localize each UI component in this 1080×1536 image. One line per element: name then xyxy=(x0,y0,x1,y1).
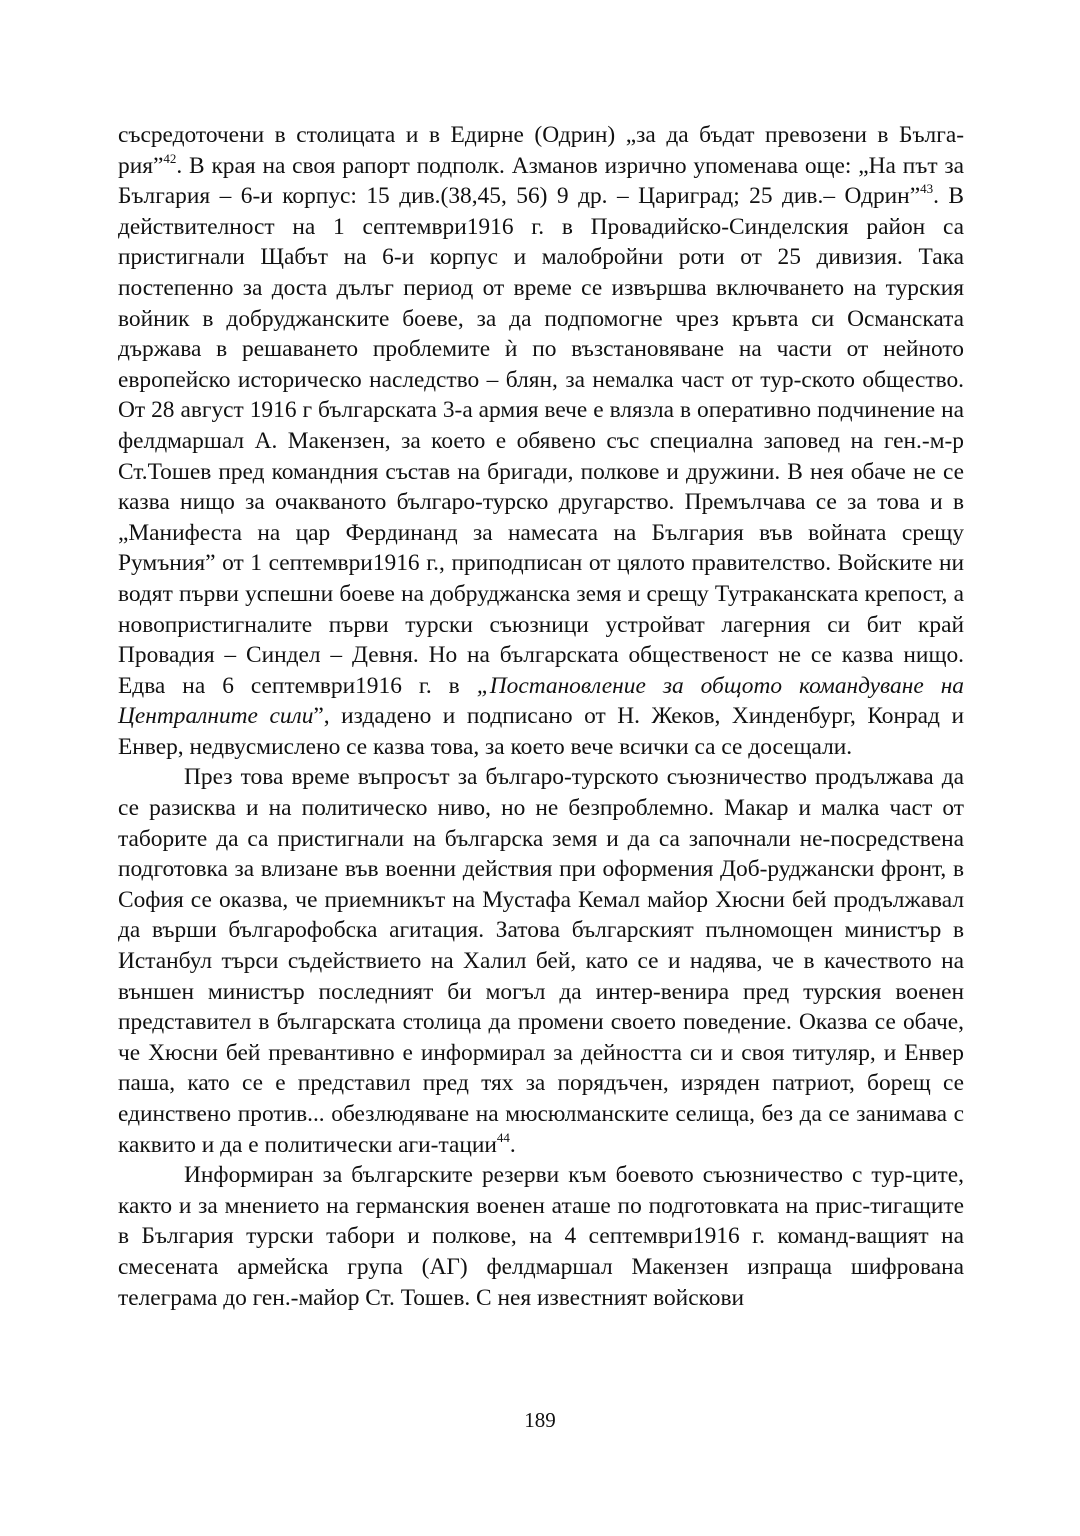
page-body xyxy=(118,120,964,1313)
paragraph-2-text-a: През това време въпросът за българо-турското съюзничество продължава да се разисква и на политическо ниво, но не безпроблемно. Макар и малка част от таборите да са пристигнали на българска земя и да са започнали не-посредствена подготовка за влизане във военни действия при оформения Доб-руджански фронт, в София се оказва, че приемникът на Мустафа Кемал майор Хюсни бей продължавал да върши българофобска агитация. Затова българският пълномощен министър в Истанбул търси съдействието на Халил бей, като се и надява, че в качеството на външен министър последният би могъл да интер-венира пред турския военен представител в българската столица да промени своето поведение. Оказва се обаче, че Хюсни бей превантивно е информирал за дейността си и своя титуляр, и Енвер паша, като се е представил пред тях за порядъчен, изряден патриот, борещ се единствено против... обезлюдяване на мюсюлманските селища, без да се занимава с каквито и да е политически аги-тации xyxy=(118,764,964,1158)
paragraph-1-text-c: . В действителност на 1 септември1916 г. в Провадийско-Синделския район са пристигнали Щабът на 6-и корпус и малобройни роти от 25 дивизия. Така постепенно за доста дълъг период от време се извършва включването на турския войник в добруджанските боеве, за да подпомогне чрез кръвта си Османската държава в решаването проблемите ѝ по възстановяване на части от нейното европейско историческо наследство – блян, за немалка част от тур-ското общество. От 28 август 1916 г българската 3-а армия вече е влязла в оперативно подчинение на фелдмаршал А. Макензен, за което е обявено със специална заповед на ген.-м-р Ст.Тошев пред командния състав на бригади, полкове и дружини. В нея обаче не се казва нищо за очакваното българо-турско другарство. Премълчава се за това и в „Манифеста на цар Фердинанд за намесата на България във войната срещу Румъния” от 1 септември1916 г., приподписан от цялото правителство. Войските ни водят първи успешни боеве на добруджанска земя и срещу Тутраканската крепост, а новопристигналите първи турски съюзници устройват лагерния си бит край Провадия – Синдел – Девня. Но на българската общественост не се казва нищо. Едва на 6 септември1916 г. в xyxy=(118,183,965,699)
footnote-ref-43: 43 xyxy=(920,181,934,197)
paragraph-1-text-d: ”, издадено и подписано от Н. Жеков, Хинденбург, Конрад и Енвер, недвусмислено се казва това, за което вече всички са се досещали. xyxy=(118,703,964,760)
footnote-ref-42: 42 xyxy=(163,150,177,166)
paragraph-3 xyxy=(118,1160,964,1313)
footnote-ref-44: 44 xyxy=(496,1129,510,1145)
paragraph-1-text-b: . В края на своя рапорт подполк. Азманов изрично упоменава още: „На път за България – 6-и корпус: 15 див.(38,45, 56) 9 др. – Цариград; 25 див.– Одрин” xyxy=(118,152,964,210)
paragraph-2 xyxy=(118,762,964,1160)
paragraph-1-text-a: съсредоточени в столицата и в Едирне (Одрин) „за да бъдат превозени в Бълга-рия” xyxy=(118,122,964,179)
paragraph-3-text: Информиран за българските резерви към боевото съюзничество с тур-ците, както и за мнението на германския военен аташе по подготовката на прис-тигащите в България турски табори и полкове, на 4 септември1916 г. команд-ващият на смесената армейска група (АГ) фелдмаршал Макензен изпраща шифрована телеграма до ген.-майор Ст. Тошев. С нея известният войскови xyxy=(118,1162,964,1311)
paragraph-1 xyxy=(118,120,964,762)
italic-document-title: „Постановление за общото командуване на Централните сили xyxy=(118,672,964,730)
paragraph-2-text-b: . xyxy=(509,1131,516,1158)
page-number: 189 xyxy=(524,1408,556,1432)
